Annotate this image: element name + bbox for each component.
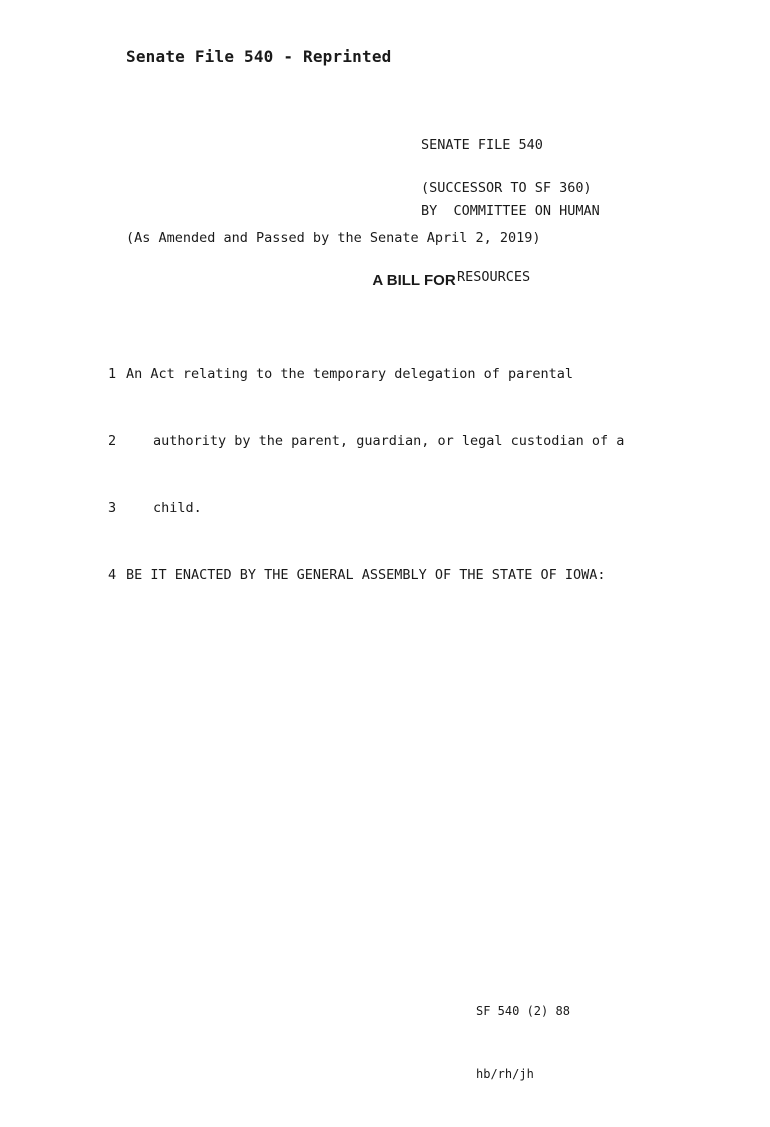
sponsor-by-line: BY COMMITTEE ON HUMAN: [421, 203, 600, 219]
line-number: 2: [108, 433, 117, 449]
line-number: 4: [108, 567, 117, 583]
passage-status: (As Amended and Passed by the Senate April 2, 2019): [126, 230, 541, 246]
successor-note: (SUCCESSOR TO SF 360): [421, 180, 592, 196]
bill-line: [108, 363, 624, 386]
bill-line: [108, 430, 624, 453]
footer-code: SF 540 (2) 88: [476, 1004, 570, 1018]
line-number: 3: [108, 500, 117, 516]
document-title: Senate File 540 - Reprinted: [126, 47, 392, 66]
bill-id: SENATE FILE 540: [421, 137, 543, 153]
bill-line: [108, 497, 624, 520]
sponsor-by-line-continued: RESOURCES: [457, 269, 531, 285]
footer-initials: hb/rh/jh: [476, 1067, 534, 1081]
line-text: authority by the parent, guardian, or legal custodian of a: [153, 433, 625, 449]
line-number: 1: [108, 366, 117, 382]
bill-text: [108, 319, 624, 631]
line-text: BE IT ENACTED BY THE GENERAL ASSEMBLY OF THE STATE OF IOWA:: [126, 567, 606, 583]
sponsor-block: [421, 90, 600, 332]
line-text: child.: [153, 500, 202, 516]
line-text: An Act relating to the temporary delegation of parental: [126, 366, 574, 382]
bill-line: [108, 564, 624, 587]
footer: [476, 959, 570, 1127]
bill-heading: A BILL FOR: [372, 272, 456, 289]
